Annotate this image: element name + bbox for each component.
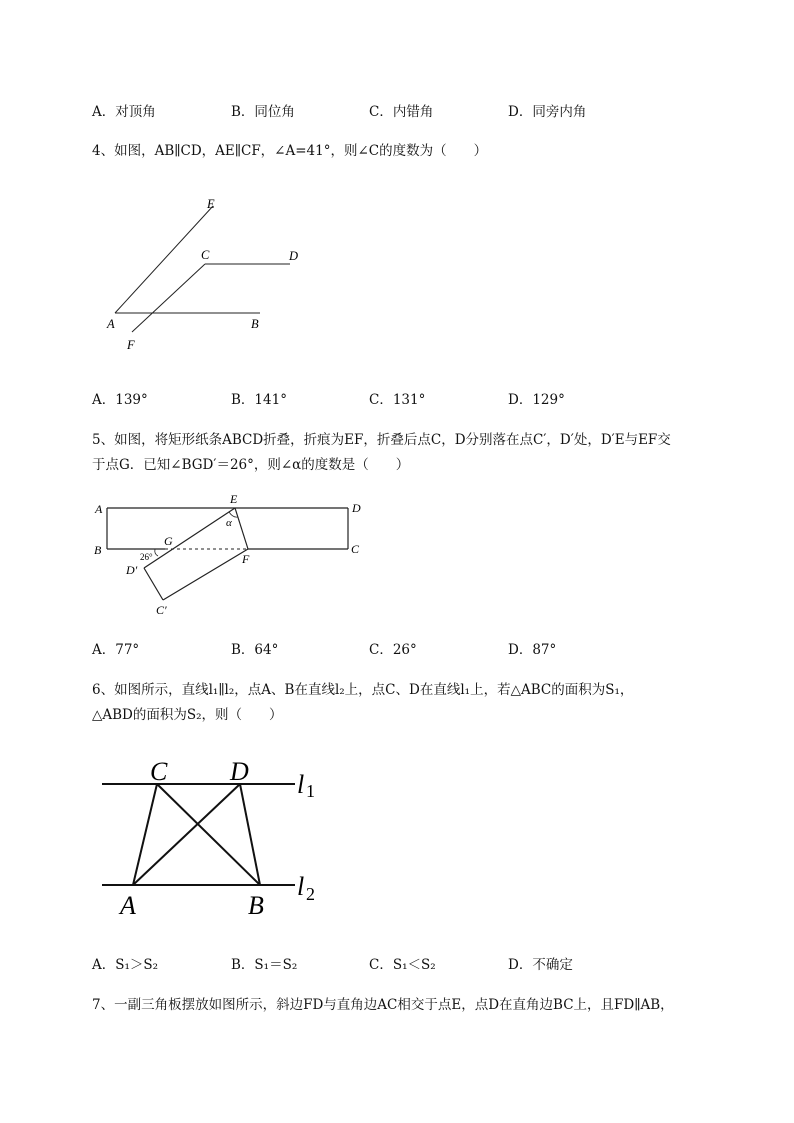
label-l2: l [297, 872, 305, 901]
label-e: E [207, 197, 215, 211]
label-b: B [251, 317, 259, 331]
line-cf [132, 264, 205, 332]
q5-option-c: C．26° [369, 642, 417, 658]
label-d: D [230, 757, 249, 786]
q6-option-a: A．S₁＞S₂ [92, 957, 159, 973]
q3-option-c: C．内错角 [369, 104, 434, 120]
q7-stem: 7、一副三角板摆放如图所示，斜边FD与直角边AC相交于点E，点D在直角边BC上，且FD∥AB， [92, 997, 674, 1013]
q5-figure [88, 488, 378, 618]
label-l1-subscript: 1 [306, 781, 315, 801]
label-b: B [94, 543, 102, 557]
label-c: C [351, 542, 360, 556]
q5-option-b: B．64° [231, 642, 279, 658]
label-angle-26: 26° [140, 552, 153, 562]
edge-d-prime-c-prime [144, 568, 163, 600]
q4-stem: 4、如图，AB∥CD，AE∥CF，∠A=41°，则∠C的度数为（ ） [92, 143, 488, 159]
label-alpha: α [226, 517, 232, 529]
q5-stem-line2: 于点G．已知∠BGD′＝26°，则∠α的度数是（ ） [92, 457, 410, 473]
q6-option-d: D．不确定 [508, 957, 573, 973]
q6-figure [95, 752, 335, 922]
label-a: A [120, 891, 136, 920]
segment-cb [157, 784, 260, 885]
segment-ad [133, 784, 240, 885]
q6-option-c: C．S₁＜S₂ [369, 957, 436, 973]
q4-option-b: B．141° [231, 392, 287, 408]
edge-d-prime-e [144, 508, 235, 568]
label-l2-subscript: 2 [306, 884, 315, 904]
label-l1: l [297, 770, 305, 799]
q6-stem-line2: △ABD的面积为S₂，则（ ） [92, 707, 283, 723]
angle-26-arc [155, 549, 158, 556]
label-f: F [242, 552, 250, 566]
q4-figure [100, 192, 310, 352]
edge-f-c-prime [163, 549, 248, 600]
line-ae [115, 206, 213, 313]
label-c: C [150, 757, 168, 786]
q6-option-b: B．S₁＝S₂ [231, 957, 298, 973]
q5-option-a: A．77° [92, 642, 140, 658]
q3-option-d: D．同旁内角 [508, 104, 587, 120]
label-d-prime: D′ [126, 563, 138, 577]
label-a: A [107, 317, 115, 331]
label-d: D [289, 249, 299, 263]
segment-db [240, 784, 260, 885]
label-b: B [248, 891, 264, 920]
crease-ef [235, 508, 248, 549]
segment-ac [133, 784, 157, 885]
label-f: F [127, 338, 135, 352]
q6-stem-line1: 6、如图所示，直线l₁∥l₂，点A、B在直线l₂上，点C、D在直线l₁上，若△ABC的面积为S₁， [92, 682, 634, 698]
label-c-prime: C′ [156, 603, 167, 617]
label-e: E [230, 492, 238, 506]
q3-option-a: A．对顶角 [92, 104, 156, 120]
label-c: C [201, 248, 210, 262]
label-a: A [95, 502, 103, 516]
q3-option-b: B．同位角 [231, 104, 295, 120]
label-g: G [164, 534, 173, 548]
q4-option-d: D．129° [508, 392, 565, 408]
q5-stem-line1: 5、如图，将矩形纸条ABCD折叠，折痕为EF，折叠后点C，D分别落在点C′，D′处，D′E与EF交 [92, 432, 671, 448]
q4-option-a: A．139° [92, 392, 148, 408]
q5-option-d: D．87° [508, 642, 557, 658]
q4-option-c: C．131° [369, 392, 426, 408]
label-d: D [352, 501, 361, 515]
